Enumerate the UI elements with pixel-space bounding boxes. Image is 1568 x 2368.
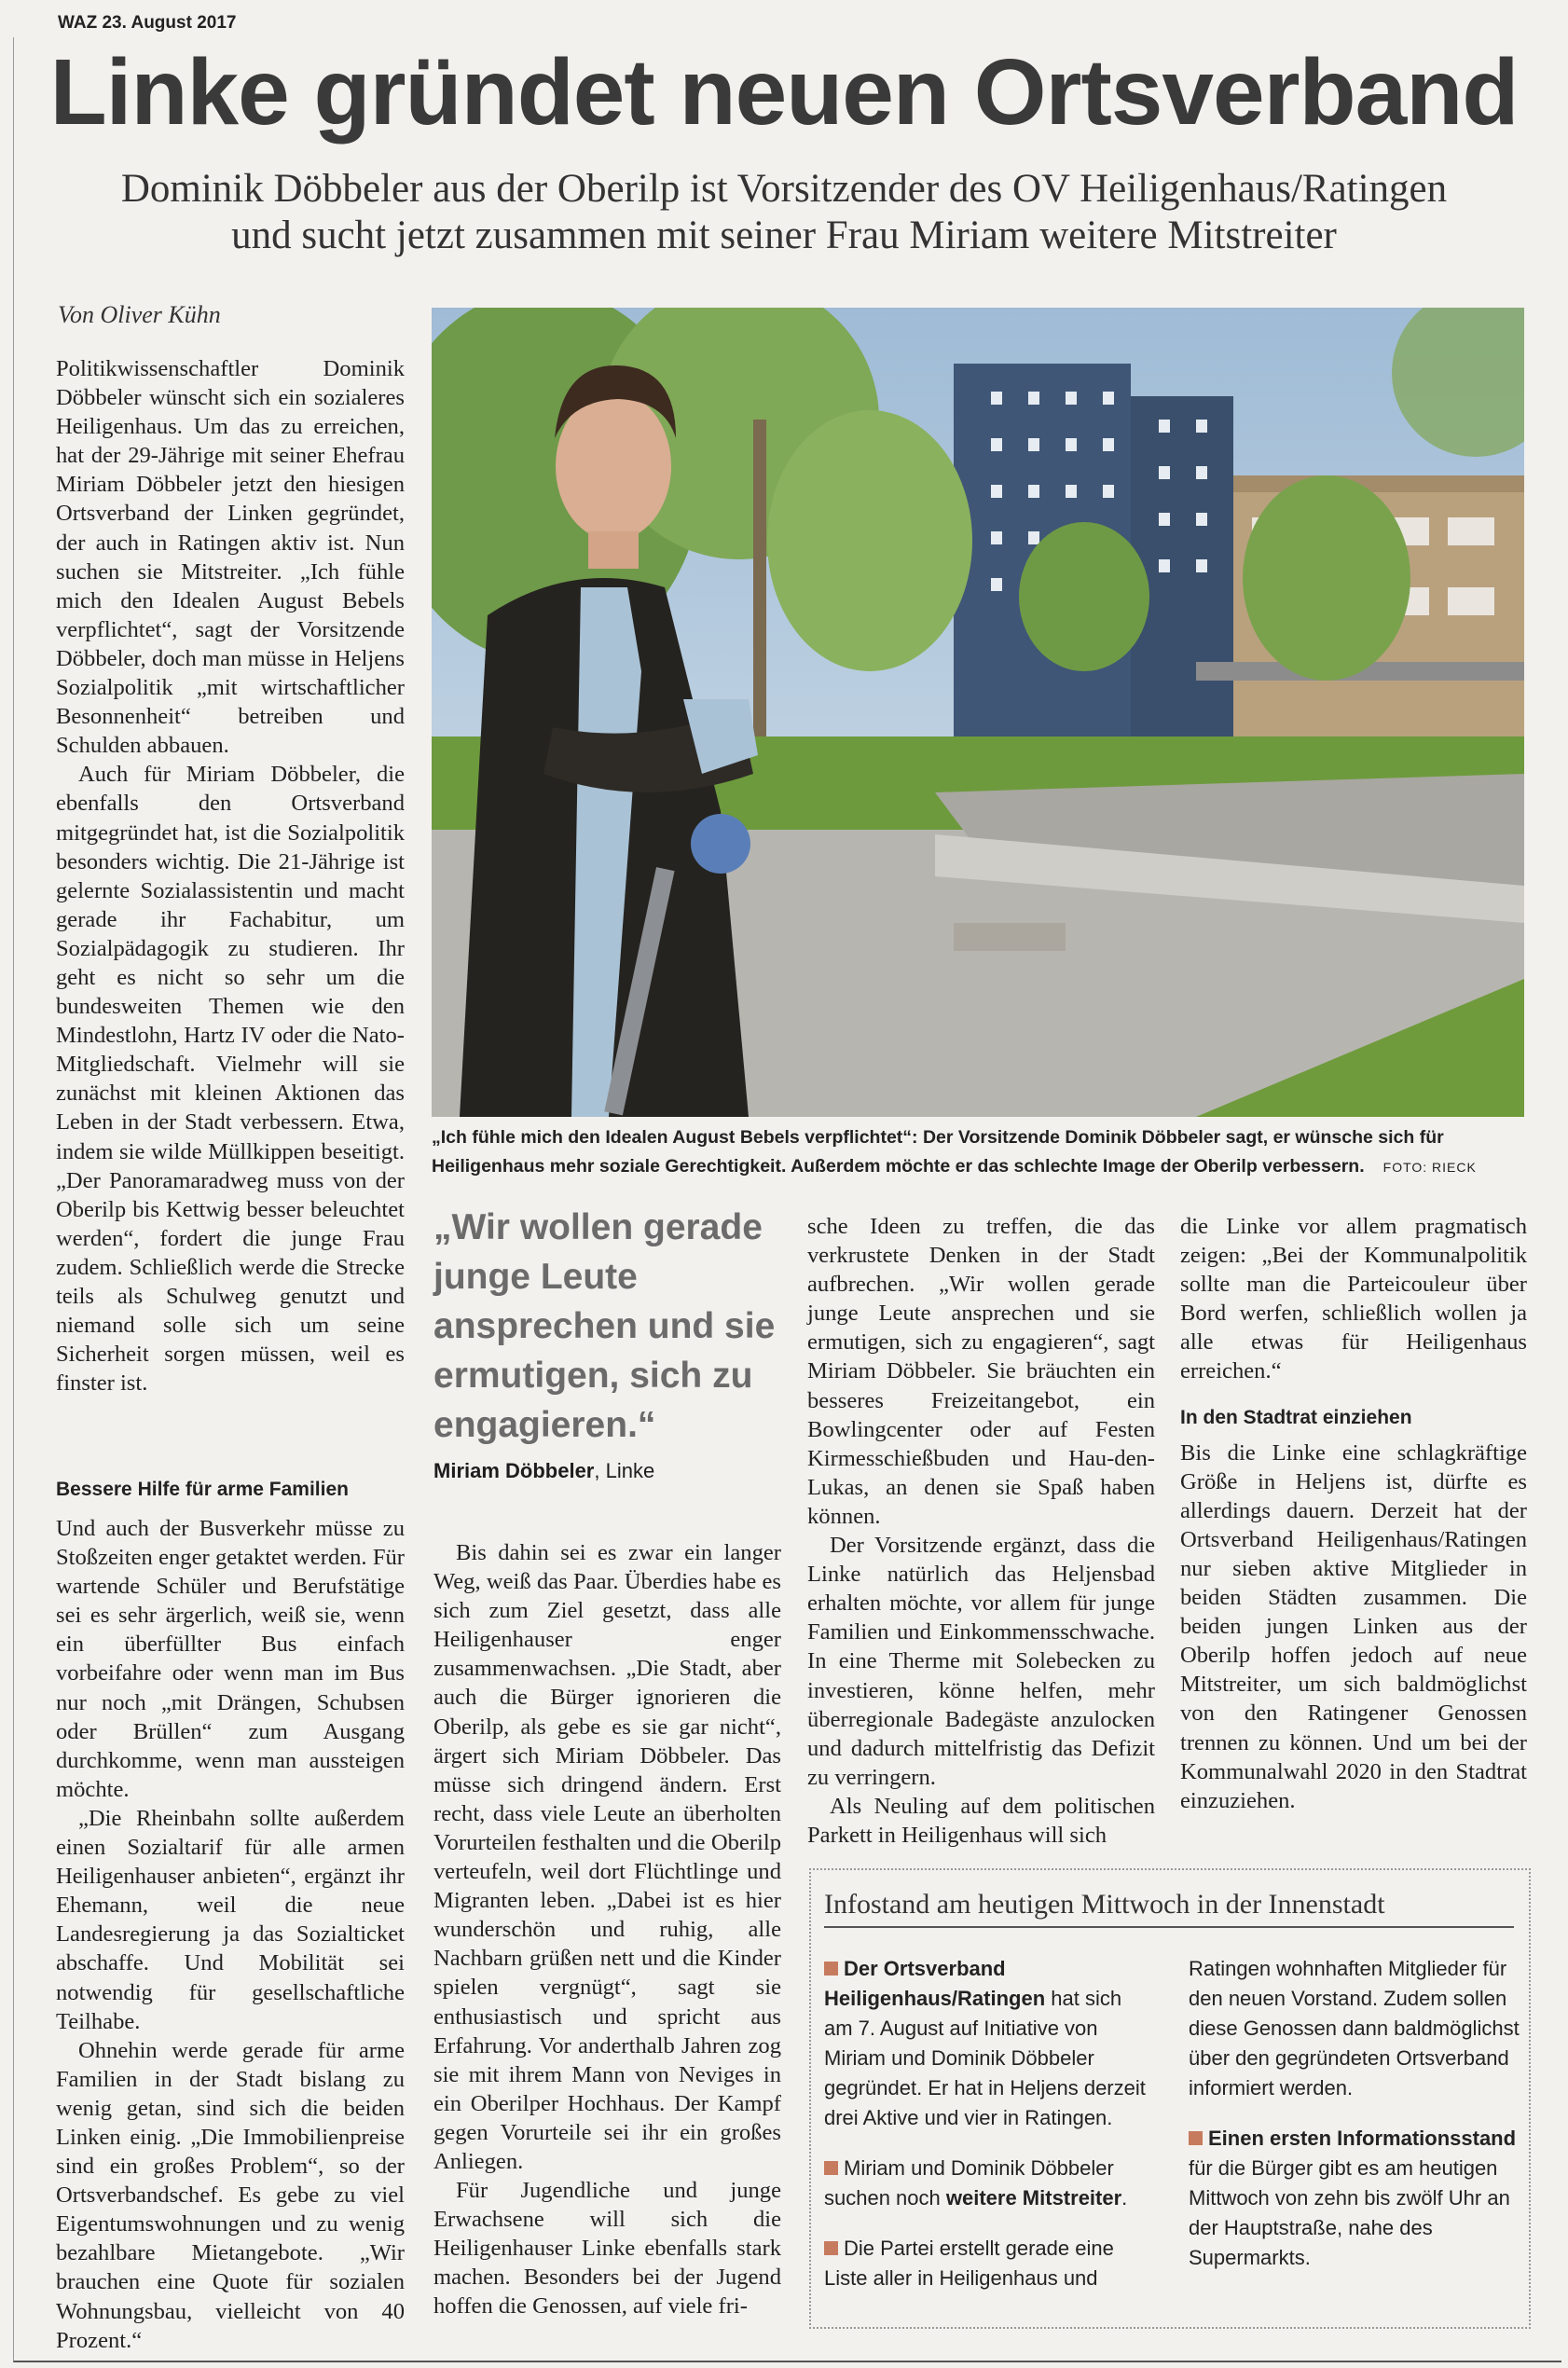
- col1b-paragraph-2: „Die Rheinbahn sollte außerdem einen Sozialtarif für alle armen Heiligenhauser anbieten“, ergänzt ihr Ehemann, weil die neue Landesregierung ja das Sozialticket abschaffe. Und Mobilität sei notwendig für gesellschaftliche Teilhabe.: [56, 1805, 405, 2034]
- info-item-5: Einen ersten Informationsstand für die Bürger gibt es am heutigen Mittwoch von zehn bis zwölf Uhr an der Hauptstraße, nahe des Supermarkts.: [1189, 2127, 1517, 2269]
- column-2: [433, 1538, 781, 2321]
- col1b-paragraph-1: Und auch der Busverkehr müsse zu Stoßzeiten enger getaktet werden. Für wartende Schüler und Berufstätige sei es sehr ärgerlich, weiß sie, wenn ein überfüllter Bus einfach vorbeifahre oder wenn man im Bus nur noch „mit Drängen, Schubsen oder Brüllen“ zum Ausgang durchkomme, wenn man aussteigen möchte.: [56, 1516, 405, 1802]
- photo-caption: [432, 1123, 1524, 1182]
- bullet-square-icon: [824, 1962, 838, 1976]
- info-item-1: Der Ortsverband Heiligenhaus/Ratingen hat sich am 7. August auf Initiative von Miriam und Dominik Döbbeler gegründet. Er hat in Heljens derzeit drei Aktive und vier in Ratingen.: [824, 1957, 1146, 2129]
- info-item-3: Die Partei erstellt gerade eine Liste aller in Heiligenhaus und: [824, 2237, 1114, 2290]
- column-1: [56, 354, 405, 1397]
- column-3: [807, 1212, 1155, 1850]
- info-item-2: Miriam und Dominik Döbbeler suchen noch weitere Mitstreiter.: [824, 2156, 1128, 2210]
- headline: Linke gründet neuen Ortsverband: [49, 40, 1519, 145]
- col1b-paragraph-3: Ohnehin werde gerade für arme Familien in der Stadt bislang zu wenig getan, sind sich die beiden Linken einig. „Die Immobilienpreise sind ein großes Problem“, so der Ortsverbandschef. Es gebe zu viel Eigentumswohnungen und zu wenig bezahlbare Mietangebote. „Wir brauchen eine Quote für sozialen Wohnungsbau, vielleicht von 40 Prozent.“: [56, 2037, 405, 2353]
- col1-paragraph-2: Auch für Miriam Döbbeler, die ebenfalls den Ortsverband mitgegründet hat, ist die Sozialpolitik besonders wichtig. Die 21-Jährige ist gelernte Sozialassistentin und macht gerade ihr Fachabitur, um Sozialpädagogik zu studieren. Ihr geht es nicht so sehr um die bundesweiten Themen wie den Mindestlohn, Hartz IV oder die Nato-Mitgliedschaft. Vielmehr will sie zunächst mit kleinen Aktionen das Leben in der Stadt verbessern. Etwa, indem sie wilde Müllkippen beseitigt. „Der Panoramaradweg muss von der Oberilp bis Kettwig besser beleuchtet werden“, fordert die junge Frau zudem. Schließlich werde die Strecke teils als Schulweg genutzt und niemand solle sich um seine Sicherheit sorgen müssen, weil es finster ist.: [56, 762, 405, 1397]
- article-photo: [432, 308, 1524, 1117]
- info-box-column-1: [824, 1954, 1155, 2314]
- quote-role: , Linke: [594, 1459, 655, 1482]
- quote-author: Miriam Döbbeler: [433, 1459, 595, 1482]
- section-heading-1: Bessere Hilfe für arme Familien: [56, 1479, 349, 1500]
- bullet-square-icon: [824, 2241, 838, 2255]
- column-1-continued: [56, 1479, 405, 2355]
- source-label: WAZ 23. August 2017: [58, 13, 237, 33]
- bullet-square-icon: [1189, 2131, 1203, 2145]
- caption-text: „Ich fühle mich den Idealen August Bebels verpflichtet“: Der Vorsitzende Dominik Döbbeler sagt, er wünsche sich für Heiligenhaus mehr soziale Gerechtigkeit. Außerdem möchte er das schlechte Image der Oberilp verbessern.: [432, 1127, 1444, 1177]
- subheadline-line-1: Dominik Döbbeler aus der Oberilp ist Vorsitzender des OV Heiligenhaus/Ratingen: [120, 167, 1448, 211]
- info-box-title: Infostand am heutigen Mittwoch in der Innenstadt: [824, 1889, 1514, 1928]
- info-box: [809, 1868, 1531, 2329]
- column-4: [1180, 1212, 1527, 1815]
- bullet-square-icon: [824, 2161, 838, 2175]
- col3-paragraph-2: Der Vorsitzende ergänzt, dass die Linke natürlich das Heljensbad erhalten möchte, vor allem für junge Familien und Einkommensschwache. In eine Therme mit Solebecken zu investieren, könne helfen, mehr überregionale Badegäste anzulocken und dadurch mittelfristig das Defizit zu verringern.: [807, 1533, 1155, 1790]
- col2-paragraph-2: Für Jugendliche und junge Erwachsene will sich die Heiligenhauser Linke ebenfalls stark machen. Besonders bei der Jugend hoffen die Genossen, auf viele fri-: [433, 2178, 781, 2320]
- section-heading-2: In den Stadtrat einziehen: [1180, 1406, 1412, 1428]
- col4-paragraph-1: die Linke vor allem pragmatisch zeigen: „Bei der Kommunalpolitik sollte man die Parteicouleur über Bord werfen, schließlich wollen ja alle etwas für Heiligenhaus erreichen.“: [1180, 1214, 1527, 1384]
- col1-paragraph-1: Politikwissenschaftler Dominik Döbbeler wünscht sich ein sozialeres Heiligenhaus. Um das zu erreichen, hat der 29-Jährige mit seiner Ehefrau Miriam Döbbeler jetzt den hiesigen Ortsverband der Linken gegründet, der auch in Ratingen aktiv ist. Nun suchen sie Mitstreiter. „Ich fühle mich den Idealen August Bebels verpflichtet“, sagt der Vorsitzende Döbbeler, doch man müsse in Heljens Sozialpolitik „mit wirtschaftlicher Besonnenheit“ betreiben und Schulden abbauen.: [56, 356, 405, 759]
- photo-credit: FOTO: RIECK: [1382, 1160, 1477, 1175]
- col2-paragraph-1: Bis dahin sei es zwar ein langer Weg, weiß das Paar. Überdies habe es sich zum Ziel gesetzt, dass alle Heiligenhauser enger zusammenwachsen. „Die Stadt, aber auch die Bürger ignorieren die Oberilp, als gebe es sie gar nicht“, ärgert sich Miriam Döbbeler. Das müsse sich dringend ändern. Erst recht, dass viele Leute an überholten Vorurteilen festhalten und die Oberilp verteufeln, weil dort Flüchtlinge und Migranten leben. „Dabei ist es hier wunderschön und ruhig, alle Nachbarn grüßen nett und die Kinder spielen vergnügt“, sagt sie enthusiastisch und spricht aus Erfahrung. Vor anderthalb Jahren zog sie mit ihrem Mann von Neviges in ein Oberilper Hochhaus. Der Kampf gegen Vorurteile sei ihr ein großes Anliegen.: [433, 1540, 781, 2174]
- subheadline-line-2: und sucht jetzt zusammen mit seiner Frau Miriam weitere Mitstreiter: [231, 213, 1337, 257]
- col3-paragraph-1: sche Ideen zu treffen, die das verkrustete Denken in der Stadt aufbrechen. „Wir wollen gerade junge Leute ansprechen und sie ermutigen, sich zu engagieren“, sagt Miriam Döbbeler. Sie bräuchten ein besseres Freizeitangebot, ein Bowlingcenter oder auf Festen Kirmesschießbuden und Hau-den-Lukas, an denen sie Spaß haben können.: [807, 1214, 1155, 1529]
- col4-paragraph-2: Bis die Linke eine schlagkräftige Größe in Heljens ist, dürfte es allerdings dauern. Derzeit hat der Ortsverband Heiligenhaus/Ratingen nur sieben aktive Mitglieder in beiden Städten zusammen. Die beiden jungen Linken aus der Oberilp hoffen jedoch auf neue Mitstreiter, um sich baldmöglichst von den Ratingener Genossen trennen zu können. Und um bei der Kommunalwahl 2020 in den Stadtrat einzuziehen.: [1180, 1439, 1527, 1813]
- pull-quote-text: „Wir wollen gerade junge Leute ansprechen und sie ermutigen, sich zu engagieren.“: [433, 1207, 776, 1445]
- pull-quote: [433, 1203, 788, 1483]
- col3-paragraph-3: Als Neuling auf dem politischen Parkett in Heiligenhaus will sich: [807, 1793, 1155, 1848]
- info-box-column-2: [1189, 1954, 1520, 2293]
- info-item-4: Ratingen wohnhaften Mitglieder für den neuen Vorstand. Zudem sollen diese Genossen dann baldmöglichst über den gegründeten Ortsverband informiert werden.: [1189, 1957, 1520, 2100]
- byline: Von Oliver Kühn: [58, 301, 221, 328]
- pull-quote-attribution: [433, 1459, 788, 1483]
